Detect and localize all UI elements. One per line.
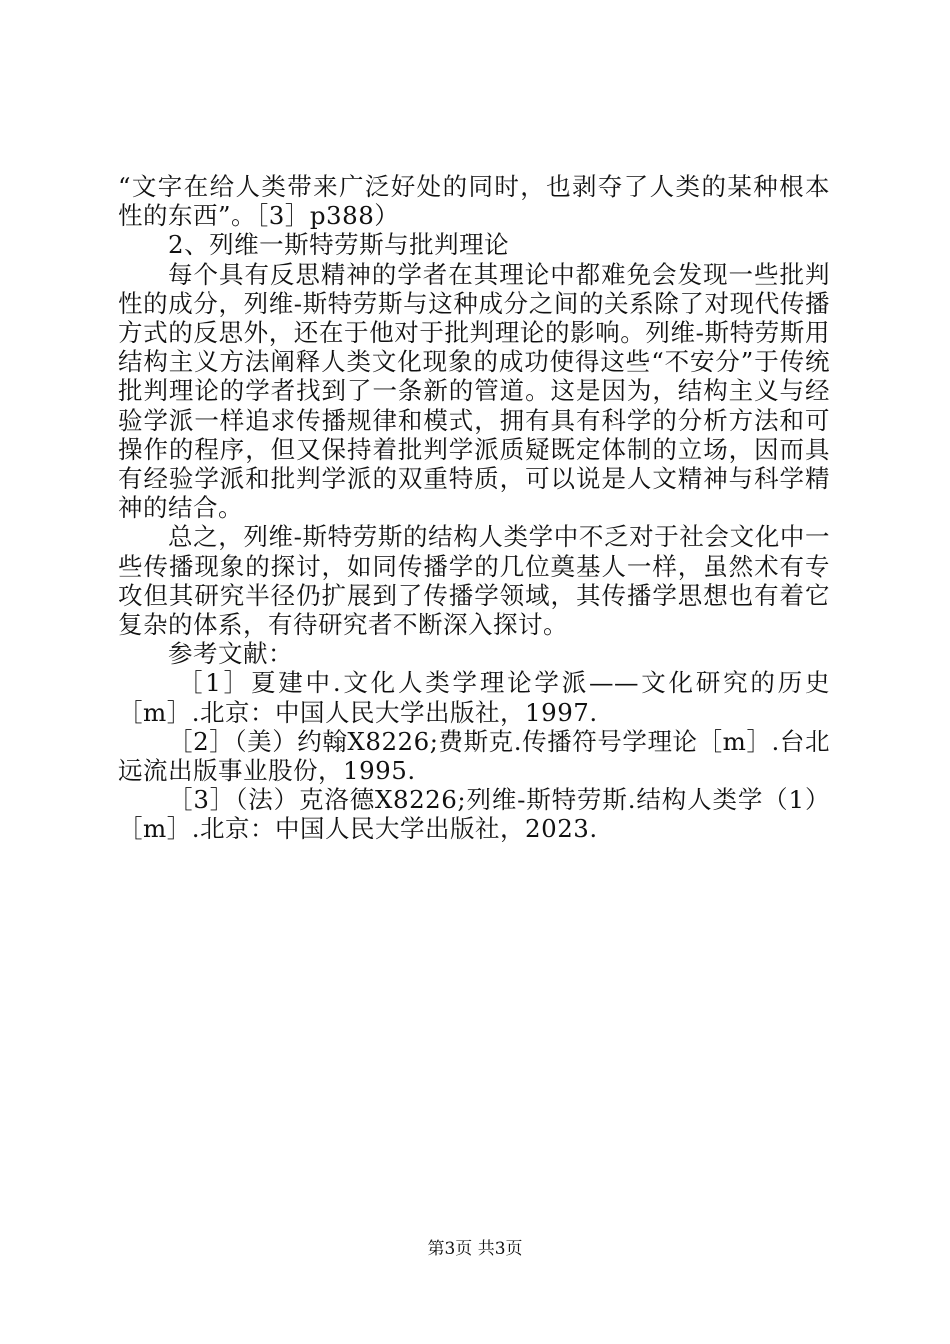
references-heading: 参考文献： bbox=[168, 639, 293, 669]
paragraph-quote-continuation: “文字在给人类带来广泛好处的同时，也剥夺了人类的某种根本性的东西”。［3］p388） bbox=[118, 172, 830, 231]
reference-item-2: ［2］（美）约翰X8226;费斯克.传播符号学理论［m］.台北远流出版事业股份，1995. bbox=[118, 726, 830, 786]
reference-item-3: ［3］（法）克洛德X8226;列维-斯特劳斯.结构人类学（1）［m］.北京：中国人民大学出版社，2023. bbox=[118, 785, 830, 844]
document-body bbox=[118, 172, 830, 844]
section-heading: 2、列维一斯特劳斯与批判理论 bbox=[168, 230, 510, 260]
reference-item-1: ［1］夏建中.文化人类学理论学派——文化研究的历史［m］.北京：中国人民大学出版社，1997. bbox=[118, 668, 830, 727]
paragraph-conclusion: 总之，列维-斯特劳斯的结构人类学中不乏对于社会文化中一些传播现象的探讨，如同传播学的几位奠基人一样，虽然术有专攻但其研究半径仍扩展到了传播学领域，其传播学思想也有着它复杂的体系，有待研究者不断深入探讨。 bbox=[118, 522, 830, 640]
paragraph-critical-theory: 每个具有反思精神的学者在其理论中都难免会发现一些批判性的成分，列维-斯特劳斯与这种成分之间的关系除了对现代传播方式的反思外，还在于他对于批判理论的影响。列维-斯特劳斯用结构主义方法阐释人类文化现象的成功使得这些“不安分”于传统批判理论的学者找到了一条新的管道。这是因为，结构主义与经验学派一样追求传播规律和模式，拥有具有科学的分析方法和可操作的程序，但又保持着批判学派质疑既定体制的立场，因而具有经验学派和批判学派的双重特质，可以说是人文精神与科学精神的结合。 bbox=[118, 259, 830, 523]
page-number-footer: 第3页 共3页 bbox=[427, 1239, 523, 1259]
